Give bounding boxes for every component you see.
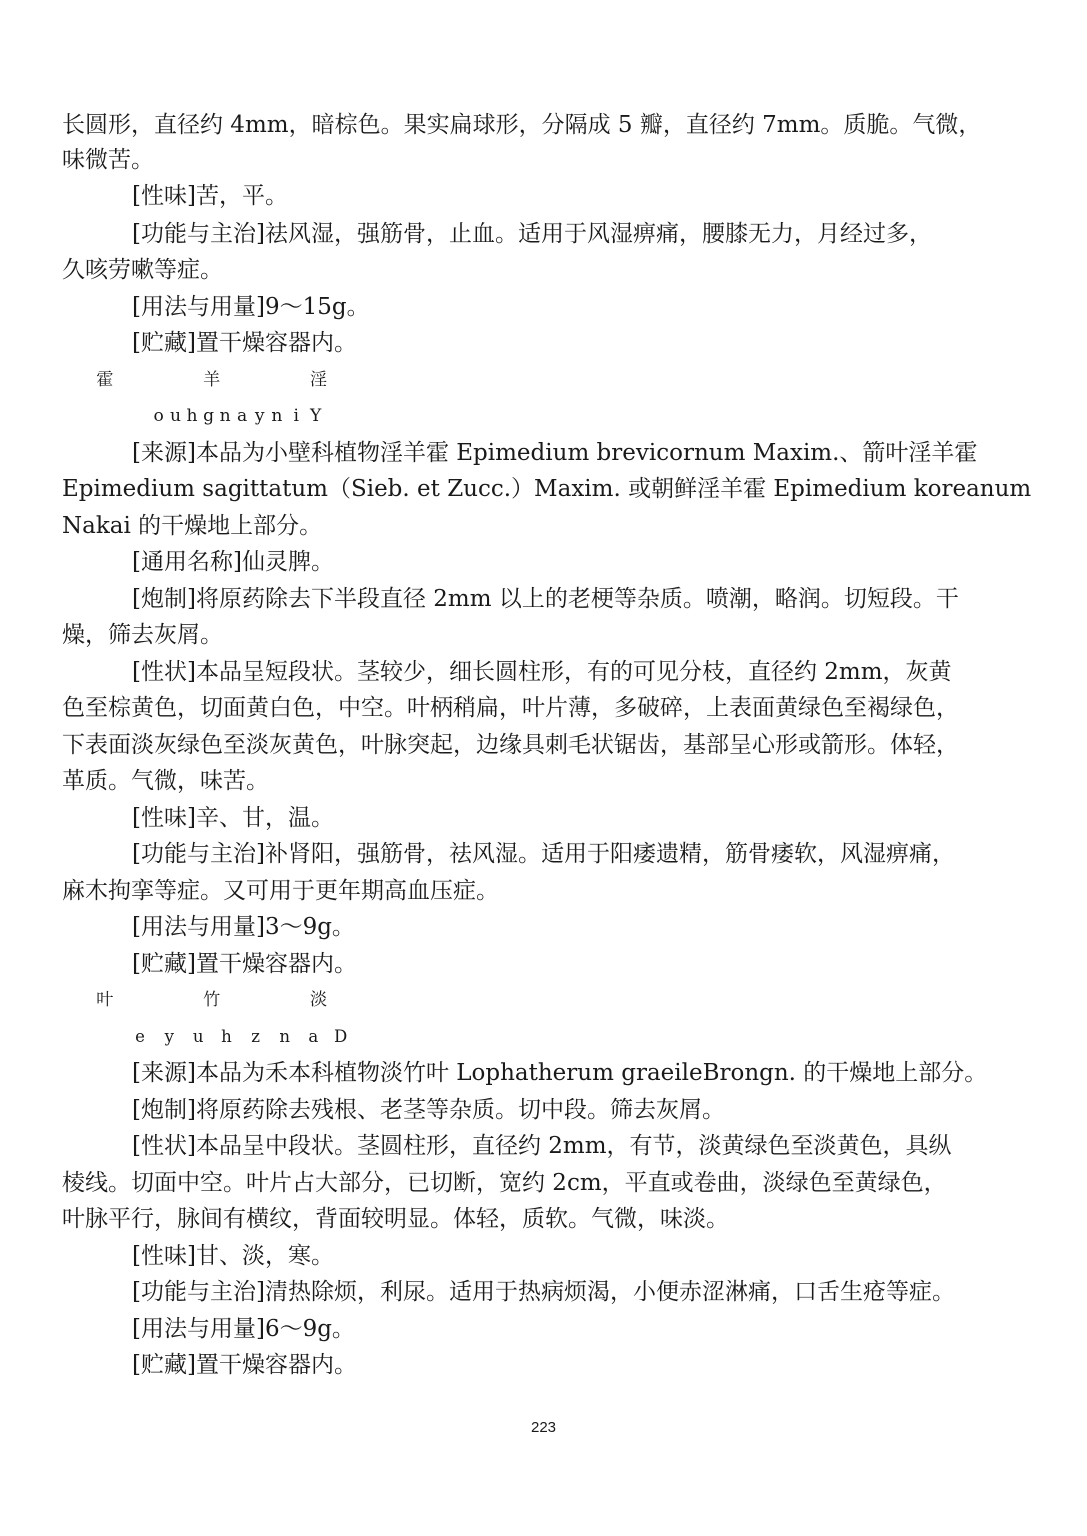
text-line: [功能与主治]补肾阳，强筋骨，祛风湿。适用于阳痿遗精，筋骨痿软，风湿痹痛， <box>132 841 955 867</box>
text-line: 革质。气微，味苦。 <box>62 768 269 794</box>
text-line: [来源]本品为禾本科植物淡竹叶 Lophatherum graeileBrongn. 的干燥地上部分。 <box>132 1060 988 1086</box>
text-line: 叶脉平行，脉间有横纹，背面较明显。体轻，质软。气微，味淡。 <box>62 1206 729 1232</box>
entry-title <box>310 365 1087 395</box>
text-line: [炮制]将原药除去下半段直径 2mm 以上的老梗等杂质。喷潮，略润。切短段。干 <box>132 586 959 612</box>
text-line: [来源]本品为小壁科植物淫羊霍 Epimedium brevicornum Maxim.、箭叶淫羊霍 <box>132 440 978 466</box>
text-line: [性味]辛、甘，温。 <box>132 805 334 831</box>
text-line: 长圆形，直径约 4mm，暗棕色。果实扁球形，分隔成 5 瓣，直径约 7mm。质脆。气微， <box>62 112 982 138</box>
text-line: 麻木拘挛等症。又可用于更年期高血压症。 <box>62 878 499 904</box>
text-line: [性状]本品呈中段状。茎圆柱形，直径约 2mm，有节，淡黄绿色至淡黄色，具纵 <box>132 1133 952 1159</box>
text-line: 棱线。切面中空。叶片占大部分，已切断，宽约 2cm，平直或卷曲，淡绿色至黄绿色， <box>62 1170 947 1196</box>
text-line: [贮藏]置干燥容器内。 <box>132 951 357 977</box>
text-line: [炮制]将原药除去残根、老茎等杂质。切中段。筛去灰屑。 <box>132 1097 725 1123</box>
entry-title <box>310 985 1087 1015</box>
text-line: 燥，筛去灰屑。 <box>62 622 223 648</box>
text-line: [贮藏]置干燥容器内。 <box>132 1352 357 1378</box>
text-line: [贮藏]置干燥容器内。 <box>132 330 357 356</box>
text-line: [性味]甘、淡，寒。 <box>132 1243 334 1269</box>
page-number: 223 <box>530 1419 557 1436</box>
text-line: [用法与用量]3～9g。 <box>132 914 355 940</box>
text-line: [性味]苦，平。 <box>132 183 288 209</box>
text-line: [功能与主治]祛风湿，强筋骨，止血。适用于风湿痹痛，腰膝无力，月经过多， <box>132 221 932 247</box>
text-line: [功能与主治]清热除烦，利尿。适用于热病烦渴，小便赤涩淋痛，口舌生疮等症。 <box>132 1279 955 1305</box>
text-line: Nakai 的干燥地上部分。 <box>62 513 323 539</box>
entry-pinyin <box>310 401 1087 431</box>
text-line: 下表面淡灰绿色至淡灰黄色，叶脉突起，边缘具刺毛状锯齿，基部呈心形或箭形。体轻， <box>62 732 959 758</box>
text-line: [用法与用量]9～15g。 <box>132 294 370 320</box>
text-line: [用法与用量]6～9g。 <box>132 1316 355 1342</box>
text-line: 味微苦。 <box>62 147 154 173</box>
entry-pinyin <box>334 1022 1087 1052</box>
text-line: [性状]本品呈短段状。茎较少，细长圆柱形，有的可见分枝，直径约 2mm，灰黄 <box>132 659 952 685</box>
text-line: Epimedium sagittatum（Sieb. et Zucc.）Maxim. 或朝鲜淫羊霍 Epimedium koreanum <box>62 476 1032 502</box>
text-line: 色至棕黄色，切面黄白色，中空。叶柄稍扁，叶片薄，多破碎，上表面黄绿色至褐绿色， <box>62 695 959 721</box>
text-line: 久咳劳嗽等症。 <box>62 257 223 283</box>
text-line: [通用名称]仙灵脾。 <box>132 549 334 575</box>
